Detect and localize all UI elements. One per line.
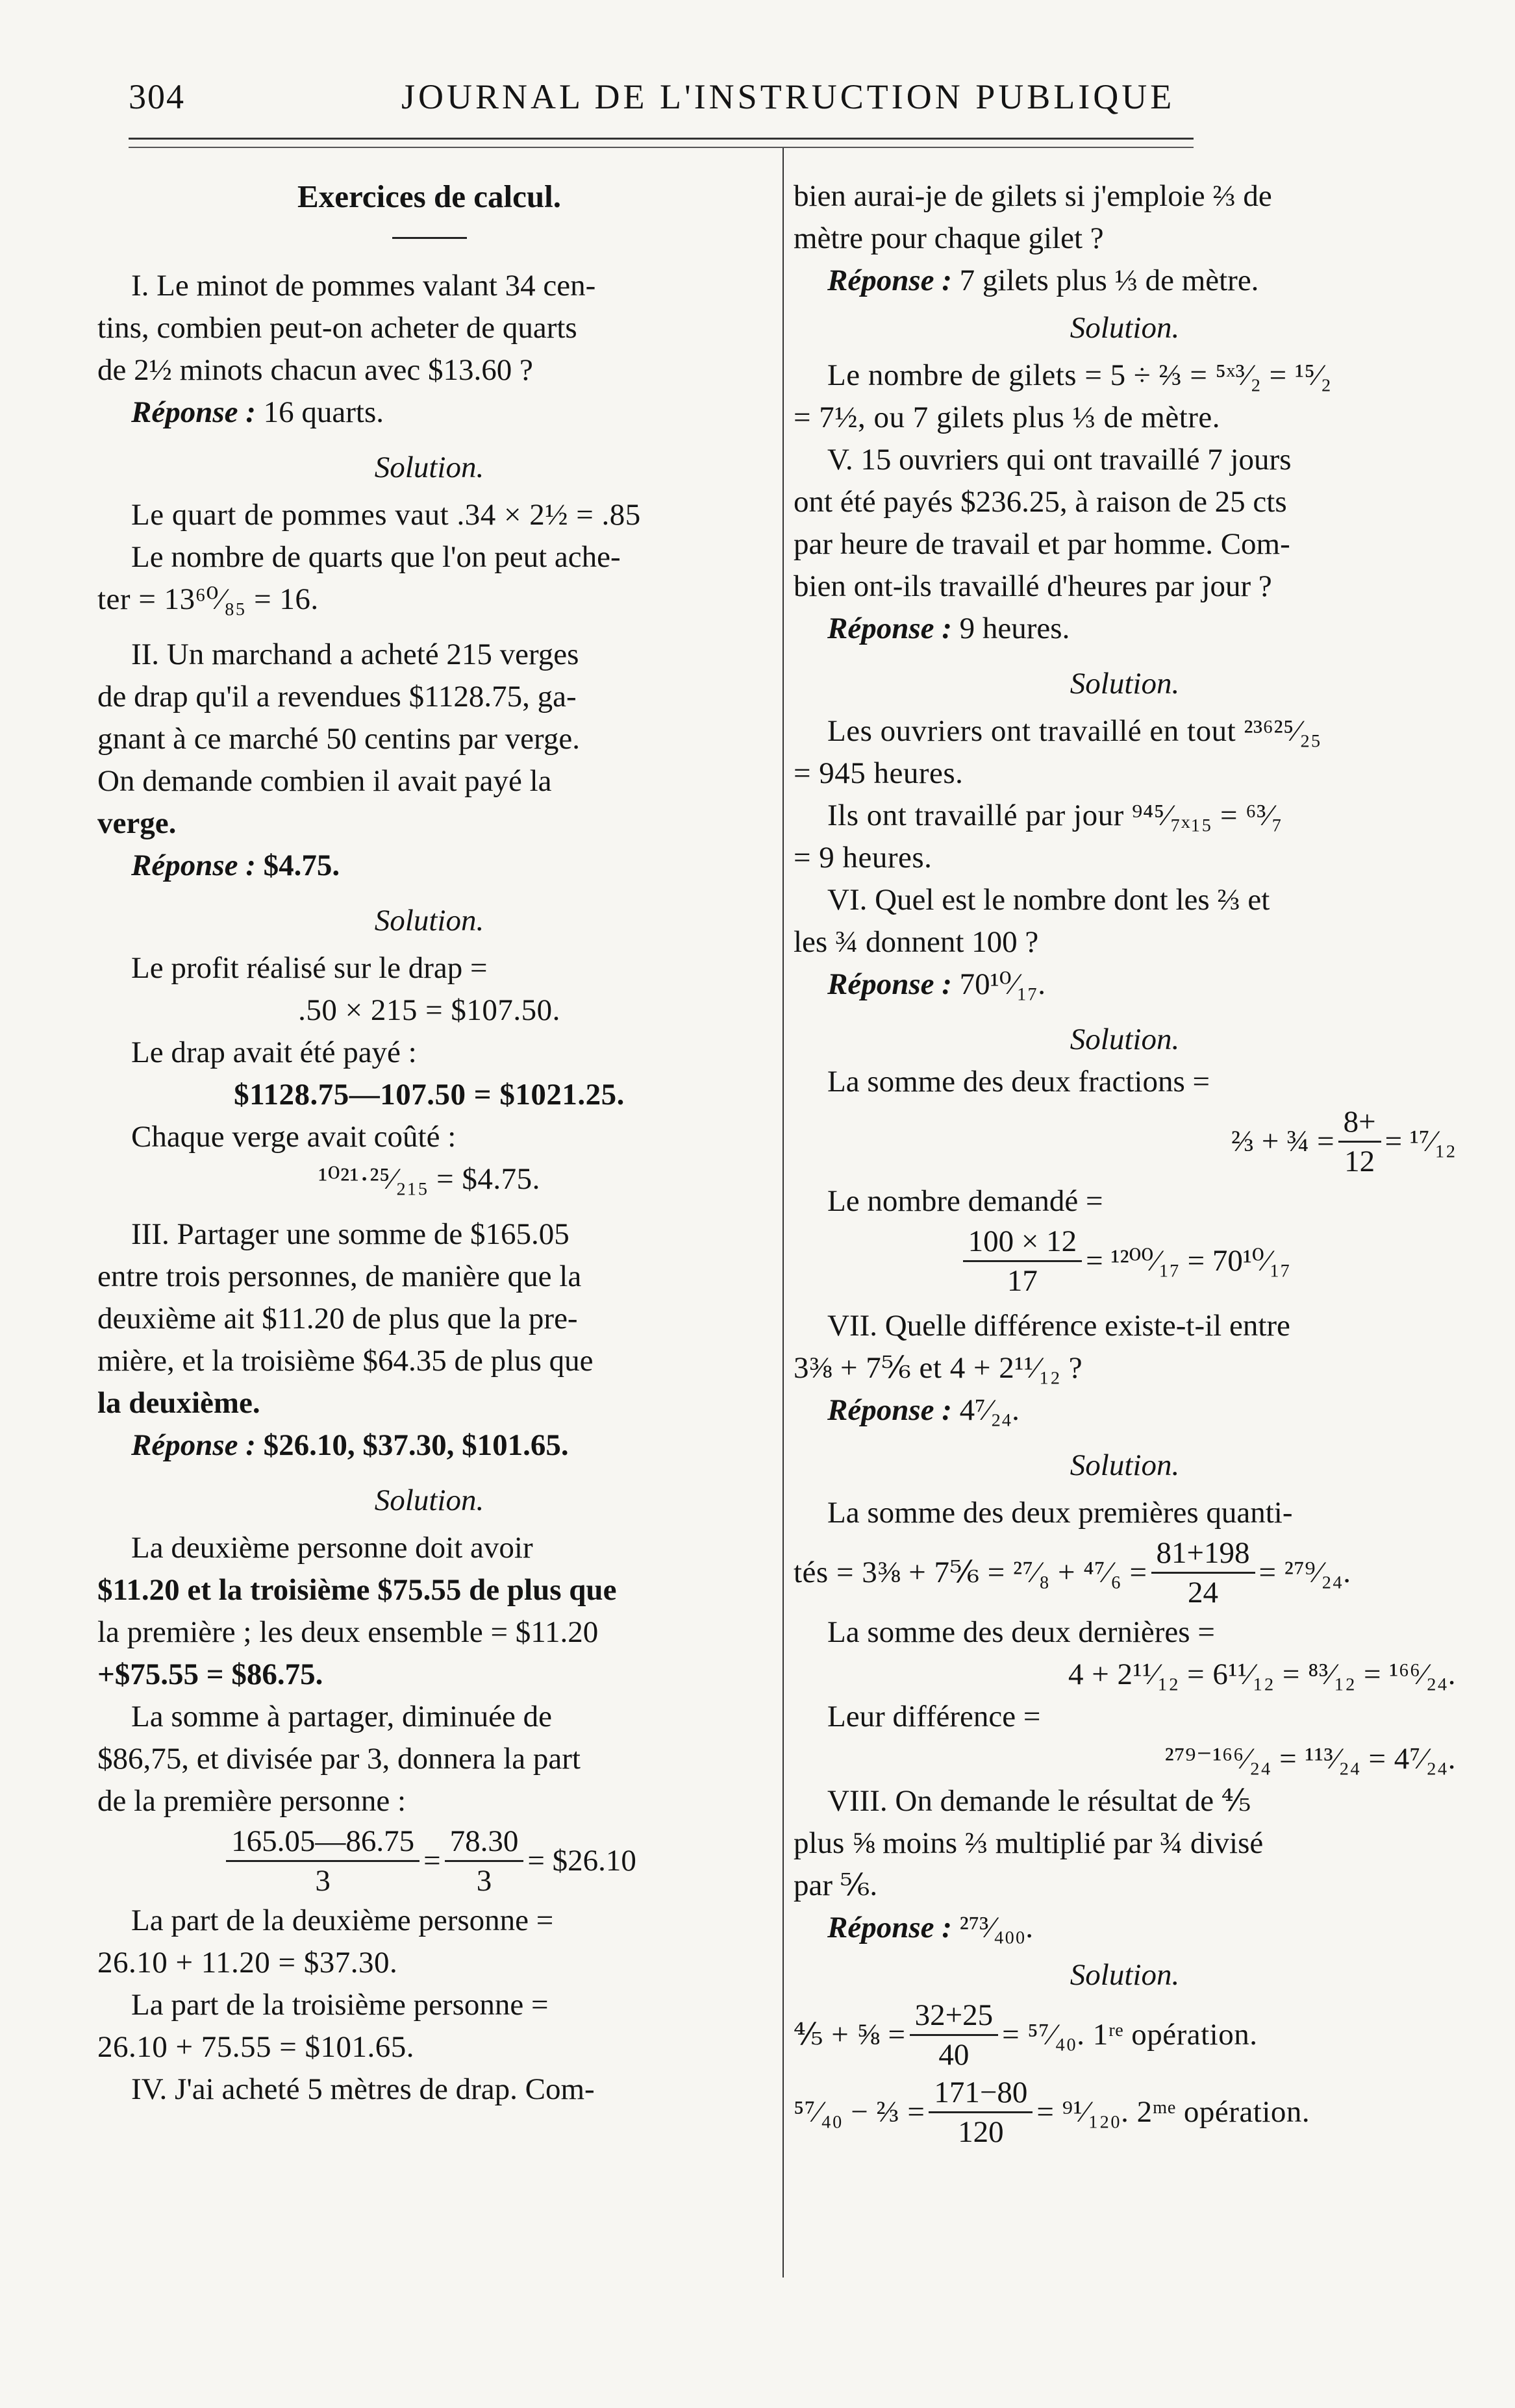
solution-line: ter = 13⁶⁰⁄₈₅ = 16.	[97, 582, 319, 616]
exercise-text: de drap qu'il a revendues $1128.75, ga-	[97, 680, 577, 714]
fraction-numerator: 100 × 12	[963, 1223, 1083, 1262]
fraction-numerator: 32+25	[910, 1996, 999, 2036]
equation-right: = ¹²⁰⁰⁄₁₇ = 70¹⁰⁄₁₇	[1086, 1244, 1291, 1278]
solution-line: Le profit réalisé sur le drap =	[131, 951, 488, 985]
header-rule-secondary	[129, 147, 1194, 148]
exercise-text: par ⅚.	[794, 1868, 878, 1902]
exercise-text: mière, et la troisième $64.35 de plus que	[97, 1344, 594, 1378]
solution-line: La deuxième personne doit avoir	[131, 1531, 533, 1565]
solution-line: La somme des deux premières quanti-	[827, 1496, 1293, 1530]
exercise-5	[794, 439, 1456, 879]
solution-line: Le drap avait été payé :	[131, 1036, 417, 1069]
section-heading: Exercices de calcul.	[297, 179, 561, 214]
heading-rule	[392, 237, 467, 239]
solution-line: = 9 heures.	[794, 841, 933, 875]
solution-label: Solution.	[374, 451, 484, 484]
exercise-text: On demande combien il avait payé la	[97, 764, 552, 798]
equation-right: = ²⁷⁹⁄₂₄.	[1258, 1556, 1351, 1589]
answer-label: Réponse :	[131, 849, 256, 882]
exercise-text: plus ⅝ moins ⅔ multiplié par ¾ divisé	[794, 1826, 1264, 1860]
solution-line: .50 × 215 = $107.50.	[298, 993, 560, 1027]
fraction-numerator: 78.30	[445, 1822, 524, 1862]
equation-left: ⁵⁷⁄₄₀ − ⅔ =	[794, 2095, 925, 2129]
fraction-denominator: 40	[938, 2038, 970, 2072]
answer-value: 9 heures.	[959, 612, 1070, 645]
solution-label: Solution.	[374, 1483, 484, 1517]
solution-line: $86,75, et divisée par 3, donnera la part	[97, 1742, 581, 1776]
answer-value: $4.75.	[263, 849, 340, 882]
fraction	[226, 1822, 419, 1900]
solution-line: La somme à partager, diminuée de	[131, 1700, 553, 1733]
solution-label: Solution.	[1070, 1448, 1180, 1482]
solution-line: la première ; les deux ensemble = $11.20	[97, 1615, 599, 1649]
fraction	[963, 1223, 1083, 1300]
solution-line: La somme des deux fractions =	[827, 1065, 1210, 1098]
exercise-text: bien ont-ils travaillé d'heures par jour ?	[794, 569, 1272, 603]
fraction-denominator: 24	[1188, 1576, 1219, 1609]
solution-line: = 945 heures.	[794, 756, 964, 790]
exercise-text: tins, combien peut-on acheter de quarts	[97, 311, 577, 345]
fraction-numerator: 8+	[1338, 1103, 1381, 1143]
left-column	[97, 175, 761, 2111]
solution-line: $1128.75—107.50 = $1021.25.	[234, 1078, 625, 1111]
exercise-text: V. 15 ouvriers qui ont travaillé 7 jours	[827, 443, 1292, 477]
exercise-7	[794, 1305, 1456, 1780]
fraction-numerator: 165.05—86.75	[226, 1822, 419, 1862]
answer-label: Réponse :	[827, 1393, 952, 1427]
solution-line: ¹⁰²¹·²⁵⁄₂₁₅ = $4.75.	[318, 1162, 540, 1196]
fraction-equation	[794, 2074, 1456, 2151]
answer-label: Réponse :	[827, 264, 952, 297]
solution-line: Le nombre de quarts que l'on peut ache-	[131, 540, 621, 574]
exercise-text: ont été payés $236.25, à raison de 25 cts	[794, 485, 1287, 519]
solution-line: La somme des deux dernières =	[827, 1615, 1215, 1649]
exercise-text: VIII. On demande le résultat de ⅘	[827, 1784, 1251, 1818]
exercise-text: 3⅜ + 7⅚ et 4 + 2¹¹⁄₁₂ ?	[794, 1351, 1083, 1385]
journal-title: JOURNAL DE L'INSTRUCTION PUBLIQUE	[401, 77, 1175, 116]
fraction-denominator: 3	[476, 1864, 492, 1898]
equation-left: tés = 3⅜ + 7⅚ = ²⁷⁄₈ + ⁴⁷⁄₆ =	[794, 1556, 1147, 1589]
page-header	[129, 77, 1194, 129]
fraction-equation	[794, 1103, 1456, 1180]
solution-line: Leur différence =	[827, 1700, 1041, 1733]
exercise-text: mètre pour chaque gilet ?	[794, 221, 1104, 255]
solution-line: $11.20 et la troisième $75.55 de plus que	[97, 1573, 617, 1607]
fraction-denominator: 120	[958, 2115, 1004, 2149]
fraction-equation	[97, 1822, 761, 1900]
fraction-denominator: 17	[1007, 1264, 1038, 1298]
equation-right: = ⁵⁷⁄₄₀. 1ʳᵉ opération.	[1002, 2018, 1258, 2052]
fraction-denominator: 3	[315, 1864, 331, 1898]
exercise-text: VII. Quelle différence existe-t-il entre	[827, 1309, 1290, 1343]
fraction	[1338, 1103, 1381, 1180]
solution-line: La part de la troisième personne =	[131, 1988, 549, 2022]
exercise-text: gnant à ce marché 50 centins par verge.	[97, 722, 580, 756]
fraction-equation	[794, 1534, 1456, 1611]
solution-line: +$75.55 = $86.75.	[97, 1657, 323, 1691]
exercise-text: les ¾ donnent 100 ?	[794, 925, 1039, 959]
exercise-4-continued	[794, 175, 1456, 439]
fraction-equation	[794, 1223, 1456, 1300]
exercise-text: VI. Quel est le nombre dont les ⅔ et	[827, 883, 1270, 917]
fraction	[1151, 1534, 1255, 1611]
answer-label: Réponse :	[827, 612, 952, 645]
equation-left: ⅘ + ⅝ =	[794, 2018, 906, 2052]
solution-line: 26.10 + 11.20 = $37.30.	[97, 1946, 398, 1980]
exercise-6	[794, 879, 1456, 1300]
column-divider	[783, 148, 784, 2278]
answer-value: 7 gilets plus ⅓ de mètre.	[959, 264, 1259, 297]
fraction	[929, 2074, 1033, 2151]
equation-right: = ¹⁷⁄₁₂	[1384, 1124, 1456, 1158]
solution-line: La part de la deuxième personne =	[131, 1904, 554, 1937]
exercise-text: III. Partager une somme de $165.05	[131, 1217, 570, 1251]
solution-line: Le nombre demandé =	[827, 1184, 1103, 1218]
solution-line: = 7½, ou 7 gilets plus ⅓ de mètre.	[794, 401, 1221, 434]
exercise-text: la deuxième.	[97, 1386, 260, 1420]
solution-line: Les ouvriers ont travaillé en tout ²³⁶²⁵⁄₂₅	[827, 714, 1322, 748]
fraction-numerator: 81+198	[1151, 1534, 1255, 1574]
exercise-3	[97, 1213, 761, 2068]
solution-line: Le quart de pommes vaut .34 × 2½ = .85	[131, 498, 641, 532]
exercise-text: deuxième ait $11.20 de plus que la pre-	[97, 1302, 578, 1335]
exercise-text: I. Le minot de pommes valant 34 cen-	[131, 269, 596, 303]
answer-label: Réponse :	[827, 967, 952, 1001]
right-column	[794, 175, 1456, 2151]
answer-value: 16 quarts.	[263, 395, 384, 429]
exercise-4-start: IV. J'ai acheté 5 mètres de drap. Com-	[131, 2072, 595, 2106]
exercise-text: entre trois personnes, de manière que la	[97, 1260, 582, 1293]
exercise-2	[97, 634, 761, 1200]
solution-label: Solution.	[1070, 1958, 1180, 1992]
answer-value: ²⁷³⁄₄₀₀.	[959, 1911, 1033, 1944]
exercise-text: II. Un marchand a acheté 215 verges	[131, 638, 579, 671]
solution-line: ²⁷⁹⁻¹⁶⁶⁄₂₄ = ¹¹³⁄₂₄ = 4⁷⁄₂₄.	[1164, 1742, 1456, 1776]
exercise-8	[794, 1780, 1456, 2151]
exercise-1	[97, 265, 761, 621]
solution-line: Ils ont travaillé par jour ⁹⁴⁵⁄₇ₓ₁₅ = ⁶³⁄₇	[827, 799, 1283, 832]
equation-right: = ⁹¹⁄₁₂₀. 2ᵐᵉ opération.	[1036, 2095, 1310, 2129]
solution-line: 4 + 2¹¹⁄₁₂ = 6¹¹⁄₁₂ = ⁸³⁄₁₂ = ¹⁶⁶⁄₂₄.	[1068, 1657, 1456, 1691]
solution-label: Solution.	[1070, 1023, 1180, 1056]
solution-label: Solution.	[374, 904, 484, 937]
fraction	[445, 1822, 524, 1900]
answer-label: Réponse :	[827, 1911, 952, 1944]
fraction-numerator: 171−80	[929, 2074, 1033, 2113]
fraction-result: = $26.10	[527, 1844, 636, 1878]
page-number: 304	[129, 77, 185, 116]
header-rule	[129, 138, 1194, 140]
solution-line: Le nombre de gilets = 5 ÷ ⅔ = ⁵ˣ³⁄₂ = ¹⁵⁄₂	[827, 358, 1332, 392]
solution-label: Solution.	[1070, 667, 1180, 701]
exercise-text: par heure de travail et par homme. Com-	[794, 527, 1290, 561]
fraction	[910, 1996, 999, 2074]
answer-value: 4⁷⁄₂₄.	[959, 1393, 1020, 1427]
solution-line: Chaque verge avait coûté :	[131, 1120, 457, 1154]
answer-label: Réponse :	[131, 1428, 256, 1462]
solution-label: Solution.	[1070, 311, 1180, 345]
solution-line: de la première personne :	[97, 1784, 407, 1818]
exercise-text: bien aurai-je de gilets si j'emploie ⅔ de	[794, 179, 1272, 213]
equation-left: ⅔ + ¾ =	[1231, 1124, 1334, 1158]
answer-label: Réponse :	[131, 395, 256, 429]
equals-sign: =	[423, 1844, 441, 1878]
solution-line: 26.10 + 75.55 = $101.65.	[97, 2030, 415, 2064]
exercise-text: de 2½ minots chacun avec $13.60 ?	[97, 353, 533, 387]
fraction-equation	[794, 1996, 1456, 2074]
answer-value: $26.10, $37.30, $101.65.	[263, 1428, 569, 1462]
answer-value: 70¹⁰⁄₁₇.	[959, 967, 1045, 1001]
exercise-text: verge.	[97, 806, 177, 840]
fraction-denominator: 12	[1344, 1145, 1375, 1178]
